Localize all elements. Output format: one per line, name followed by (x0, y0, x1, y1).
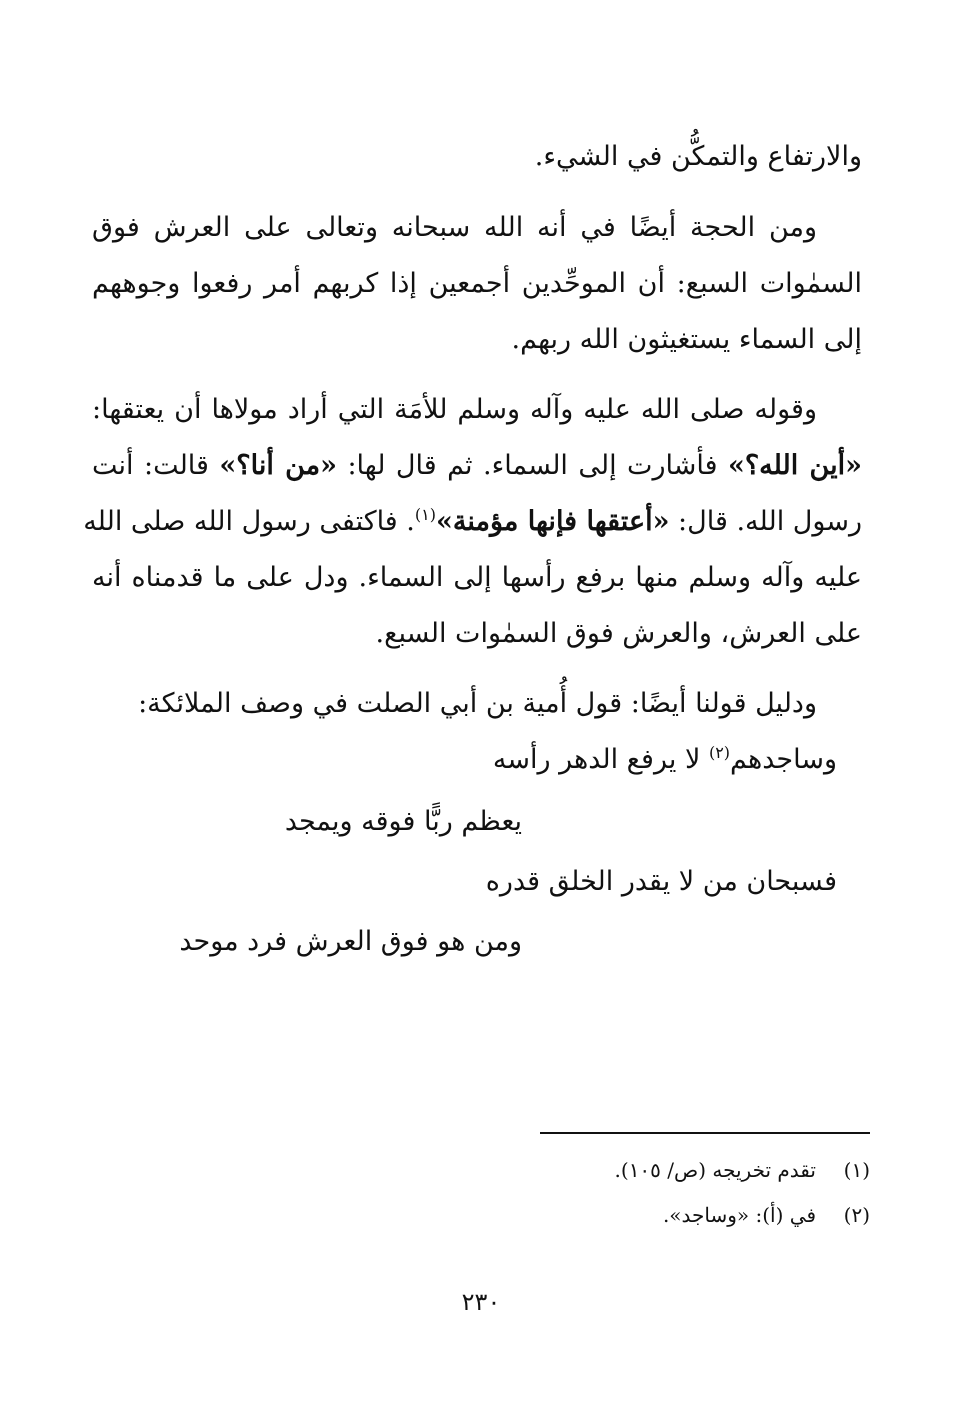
footnote-separator (540, 1132, 870, 1134)
quote-where-is-allah: «أين الله؟» (727, 450, 862, 481)
para3-line-1: وقوله صلى الله عليه وآله وسلم للأمَة التي أراد مولاها أن يعتقها: (92, 394, 817, 425)
quote-who-am-i: «من أنا؟» (219, 450, 337, 481)
page-number: ٢٣٠ (461, 1288, 501, 1316)
para3-line-5: على العرش، والعرش فوق السمٰوات السبع. (375, 618, 862, 649)
para3-line-4: عليه وآله وسلم منها برفع رأسها إلى السماء. ودل على ما قدمناه أنه (92, 562, 862, 593)
para3-line-2-end: قالت: أنت (92, 450, 220, 481)
footnote-1 (615, 1155, 870, 1185)
footnote-2-text: في (أ): «وساجد». (662, 1203, 816, 1227)
para3-line-3-end: . فاكتفى رسول الله صلى الله (83, 506, 415, 537)
poem-verse-4: ومن هو فوق العرش فرد موحد (179, 926, 522, 957)
footnote-1-number: (١) (843, 1158, 870, 1182)
para4-line-1: ودليل قولنا أيضًا: قول أُمية بن أبي الصلت في وصف الملائكة: (138, 688, 817, 719)
poem-verse-1-start: وساجدهم (730, 744, 837, 775)
poem-verse-2: يعظم ربًّا فوقه ويمجد (284, 806, 522, 837)
poem-verse-1 (493, 740, 837, 780)
footnote-2 (663, 1200, 870, 1230)
poem-verse-3: فسبحان من لا يقدر الخلق قدره (485, 866, 837, 897)
para2-line-2: السمٰوات السبع: أن الموحِّدين أجمعين إذا كربهم أمر رفعوا وجوههم (92, 268, 862, 299)
para2-line-3: إلى السماء يستغيثون الله ربهم. (511, 324, 862, 355)
para3-line-3 (83, 502, 862, 542)
para2-line-1: ومن الحجة أيضًا في أنه الله سبحانه وتعالى على العرش فوق (92, 212, 817, 243)
quote-free-her: «أعتقها فإنها مؤمنة» (435, 506, 670, 537)
para3-line-3-start: رسول الله. قال: (669, 506, 862, 537)
footnote-ref-1[interactable]: (١) (414, 505, 436, 524)
footnote-1-text: تقدم تخريجه (ص/ ١٠٥). (614, 1158, 816, 1182)
footnote-ref-2[interactable]: (٢) (708, 743, 731, 762)
para3-line-2 (92, 446, 862, 486)
para3-line-2-middle: فأشارت إلى السماء. ثم قال لها: (337, 450, 728, 481)
footnote-2-number: (٢) (843, 1203, 870, 1227)
body-line-1: والارتفاع والتمكُّن في الشيء. (534, 141, 862, 172)
poem-verse-1-end: لا يرفع الدهر رأسه (492, 744, 709, 775)
